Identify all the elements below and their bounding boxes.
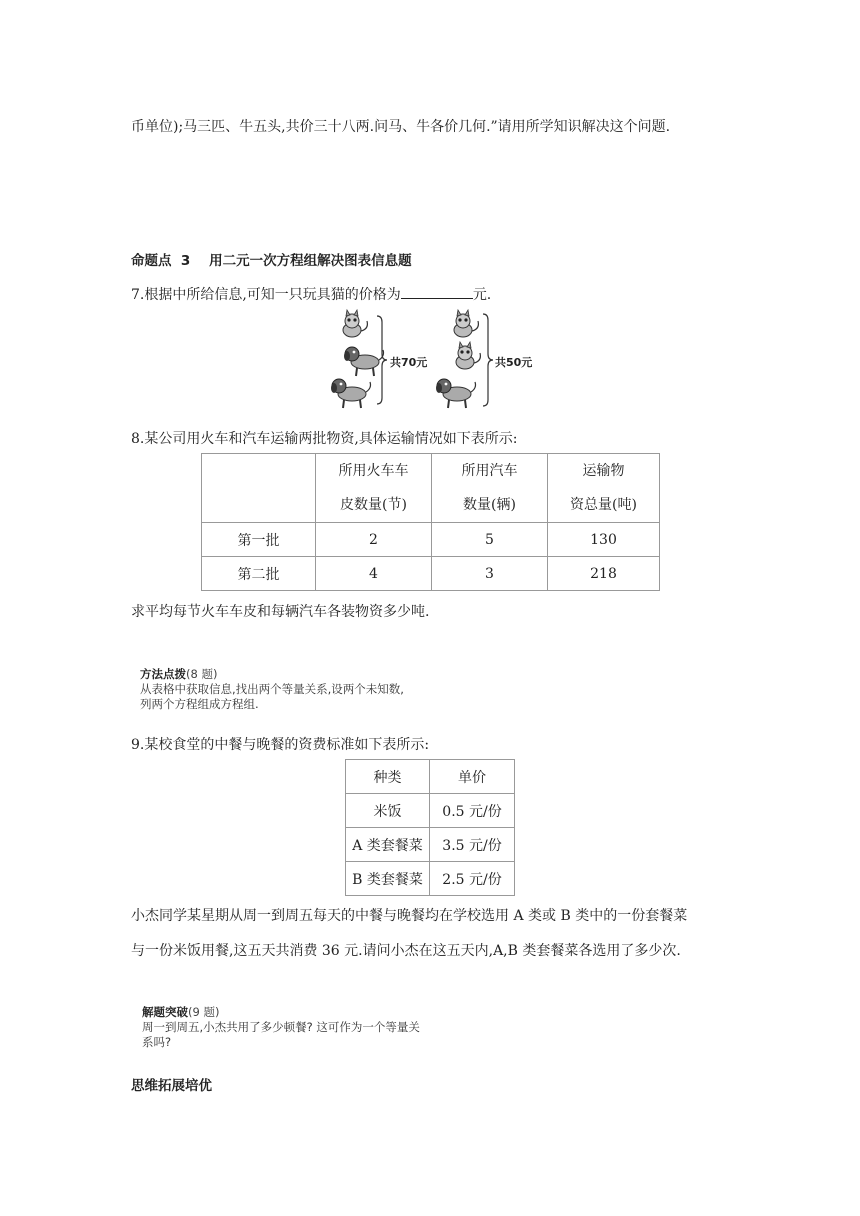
- table-cell: 5: [432, 523, 548, 557]
- question-8-ask: 求平均每节火车车皮和每辆汽车各装物资多少吨.: [131, 604, 430, 620]
- question-9: 9.某校食堂的中餐与晚餐的资费标准如下表所示:: [131, 737, 430, 753]
- table-cell: 4: [316, 557, 432, 591]
- question-8: 8.某公司用火车和汽车运输两批物资,具体运输情况如下表所示:: [131, 431, 518, 447]
- table-cell: A 类套餐菜: [346, 828, 430, 862]
- table-cell: 218: [548, 557, 660, 591]
- right-total-label: 共50元: [495, 356, 533, 369]
- header-cell: 种类: [346, 760, 430, 794]
- section-number: 3: [180, 253, 191, 269]
- table-cell: 130: [548, 523, 660, 557]
- table-header-row: [346, 760, 515, 794]
- question-9-line-2: 与一份米饭用餐,这五天共消费 36 元.请问小杰在这五天内,A,B 类套餐菜各选用了多少次.: [131, 943, 681, 959]
- dog-icon: [331, 379, 371, 408]
- left-total-label: 共70元: [390, 356, 428, 369]
- table-row: [346, 828, 515, 862]
- tip-line: 从表格中获取信息,找出两个等量关系,设两个未知数,: [140, 682, 404, 696]
- table-row: [346, 862, 515, 896]
- table-cell: 3: [432, 557, 548, 591]
- header-cell: [548, 454, 660, 523]
- cat-icon: [456, 342, 480, 369]
- table-cell: 第二批: [202, 557, 316, 591]
- right-brace: [483, 314, 493, 406]
- cat-icon: [343, 310, 367, 337]
- header-cell: 单价: [430, 760, 515, 794]
- header-line: 所用火车车: [338, 463, 409, 479]
- tip-line: 系吗?: [142, 1035, 172, 1049]
- table-row: [202, 557, 660, 591]
- intro-line: 币单位);马三匹、牛五头,共价三十八两.问马、牛各价几何.”请用所学知识解决这个问题.: [131, 119, 671, 135]
- table-row: [202, 523, 660, 557]
- question-9-line-1: 小杰同学某星期从周一到周五每天的中餐与晚餐均在学校选用 A 类或 B 类中的一份套餐菜: [131, 908, 688, 924]
- header-cell-empty: [202, 454, 316, 523]
- q7-text-before: 7.根据中所给信息,可知一只玩具猫的价格为: [131, 287, 401, 303]
- table-header-row: [202, 454, 660, 523]
- extension-heading: 思维拓展培优: [131, 1078, 212, 1094]
- dog-icon: [344, 347, 384, 376]
- header-line: 所用汽车: [461, 463, 518, 479]
- method-tip-box: [140, 667, 404, 712]
- tip-line: 列两个方程组成方程组.: [140, 697, 259, 711]
- header-line: 数量(辆): [463, 497, 516, 513]
- header-line: 皮数量(节): [340, 497, 407, 513]
- table-cell: 0.5 元/份: [430, 794, 515, 828]
- q7-text-after: 元.: [472, 287, 492, 303]
- table-cell: 2.5 元/份: [430, 862, 515, 896]
- table-cell: 2: [316, 523, 432, 557]
- question-7: [131, 284, 491, 304]
- answer-blank: [401, 286, 473, 299]
- header-line: 运输物: [582, 463, 625, 479]
- dog-icon: [436, 379, 476, 408]
- tip-title: 方法点拨(8 题): [140, 667, 218, 681]
- table-cell: B 类套餐菜: [346, 862, 430, 896]
- table-row: [346, 794, 515, 828]
- section-label: 命题点: [131, 253, 172, 269]
- section-heading: [131, 249, 412, 269]
- solving-tip-box: [142, 1005, 420, 1050]
- header-line: 资总量(吨): [570, 497, 637, 513]
- table-cell: 3.5 元/份: [430, 828, 515, 862]
- cat-icon: [454, 310, 478, 337]
- price-table: [345, 759, 515, 896]
- transport-table: [201, 453, 660, 591]
- header-cell: [432, 454, 548, 523]
- header-cell: [316, 454, 432, 523]
- tip-line: 周一到周五,小杰共用了多少顿餐? 这可作为一个等量关: [142, 1020, 420, 1034]
- section-title: 用二元一次方程组解决图表信息题: [209, 253, 412, 269]
- table-cell: 米饭: [346, 794, 430, 828]
- table-cell: 第一批: [202, 523, 316, 557]
- tip-title: 解题突破(9 题): [142, 1005, 220, 1019]
